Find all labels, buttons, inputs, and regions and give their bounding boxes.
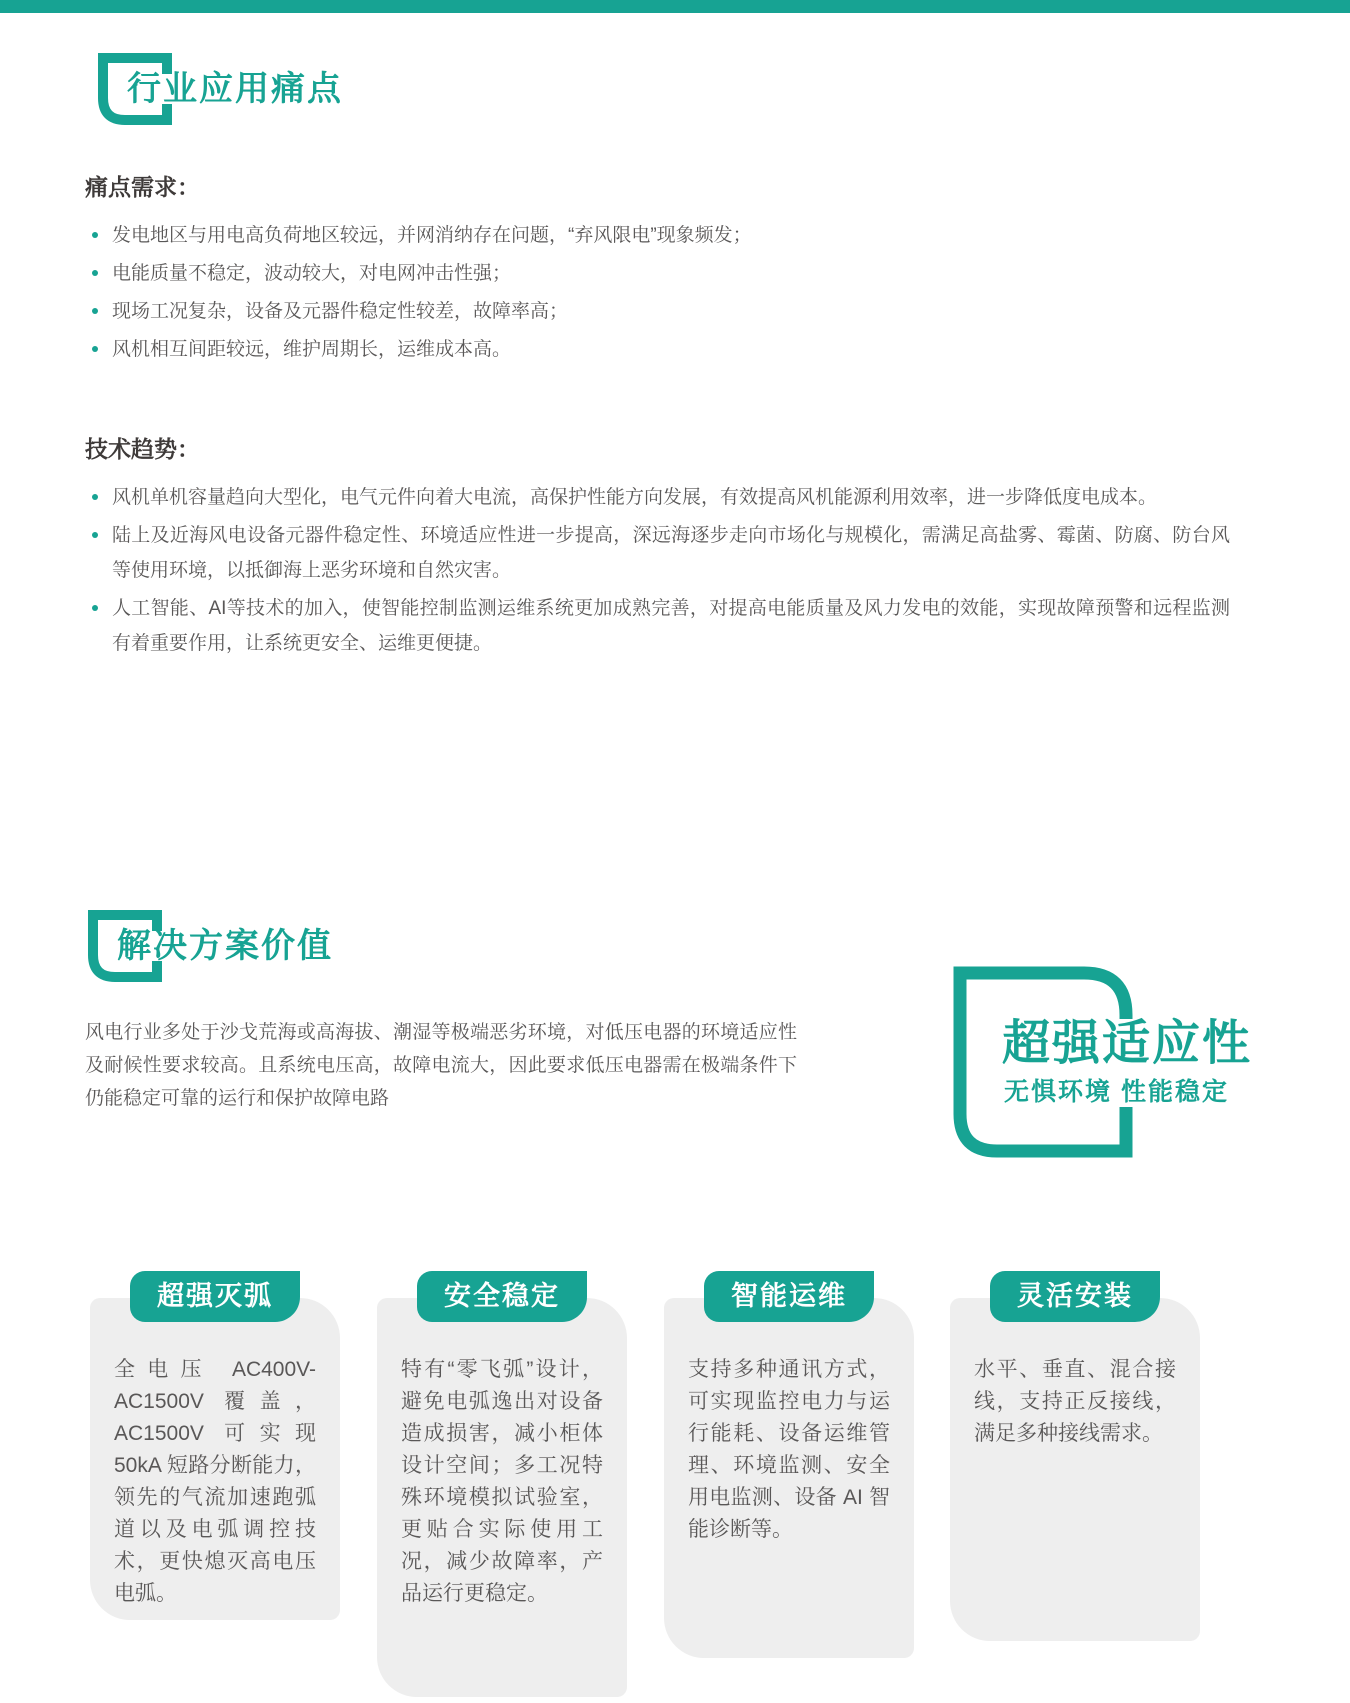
section-pain-heading — [98, 53, 618, 133]
list-item: 人工智能、AI等技术的加入，使智能控制监测运维系统更加成熟完善，对提高电能质量及风力发电的效能，实现故障预警和远程监测有着重要作用，让系统更安全、运维更便捷。 — [85, 591, 1230, 661]
feature-card-arc-extinguishing — [90, 1281, 340, 1620]
section-value-heading — [88, 910, 608, 990]
list-item: 电能质量不稳定，波动较大，对电网冲击性强； — [85, 256, 1065, 291]
card-badge: 智能运维 — [704, 1271, 874, 1322]
list-item: 现场工况复杂，设备及元器件稳定性较差，故障率高； — [85, 294, 1065, 329]
card-body-text: 支持多种通讯方式，可实现监控电力与运行能耗、设备运维管理、环境监测、安全用电监测、设备 AI 智能诊断等。 — [688, 1358, 890, 1541]
feature-card-smart-om — [664, 1281, 914, 1658]
adaptability-subtitle: 无惧环境 性能稳定 — [1004, 1078, 1229, 1106]
card-badge: 安全稳定 — [417, 1271, 587, 1322]
value-paragraph: 风电行业多处于沙戈荒海或高海拔、潮湿等极端恶劣环境，对低压电器的环境适应性及耐候性要求较高。且系统电压高，故障电流大，因此要求低压电器需在极端条件下仍能稳定可靠的运行和保护故障电路 — [85, 1022, 797, 1109]
list-item: 陆上及近海风电设备元器件稳定性、环境适应性进一步提高，深远海逐步走向市场化与规模化，需满足高盐雾、霉菌、防腐、防台风等使用环境，以抵御海上恶劣环境和自然灾害。 — [85, 518, 1230, 588]
tech-trend-list — [85, 480, 1230, 664]
pain-demand-list — [85, 218, 1065, 370]
section-title-pain: 行业应用痛点 — [127, 70, 343, 108]
card-badge: 灵活安装 — [990, 1271, 1160, 1322]
list-item: 风机相互间距较远，维护周期长，运维成本高。 — [85, 332, 1065, 367]
top-accent-bar — [0, 0, 1350, 13]
tech-trend-label: 技术趋势： — [85, 436, 200, 462]
section-title-value: 解决方案价值 — [117, 927, 333, 965]
list-item: 发电地区与用电高负荷地区较远，并网消纳存在问题，“弃风限电”现象频发； — [85, 218, 1065, 253]
feature-card-flexible-install — [950, 1281, 1200, 1641]
pain-demand-label: 痛点需求： — [85, 174, 200, 200]
adaptability-badge — [953, 966, 1343, 1176]
card-body-text: 特有“零飞弧”设计，避免电弧逸出对设备造成损害，减小柜体设计空间；多工况特殊环境模拟试验室，更贴合实际使用工况，减少故障率，产品运行更稳定。 — [401, 1358, 603, 1605]
card-badge: 超强灭弧 — [130, 1271, 300, 1322]
adaptability-title: 超强适应性 — [1002, 1017, 1253, 1070]
card-body-text: 全电压 AC400V-AC1500V 覆盖，AC1500V 可实现 50kA 短路分断能力，领先的气流加速跑弧道以及电弧调控技术，更快熄灭高电压电弧。 — [114, 1358, 316, 1605]
feature-card-safety-stability — [377, 1281, 627, 1697]
list-item: 风机单机容量趋向大型化，电气元件向着大电流，高保护性能方向发展，有效提高风机能源利用效率，进一步降低度电成本。 — [85, 480, 1230, 515]
card-body-text: 水平、垂直、混合接线，支持正反接线，满足多种接线需求。 — [974, 1358, 1176, 1445]
